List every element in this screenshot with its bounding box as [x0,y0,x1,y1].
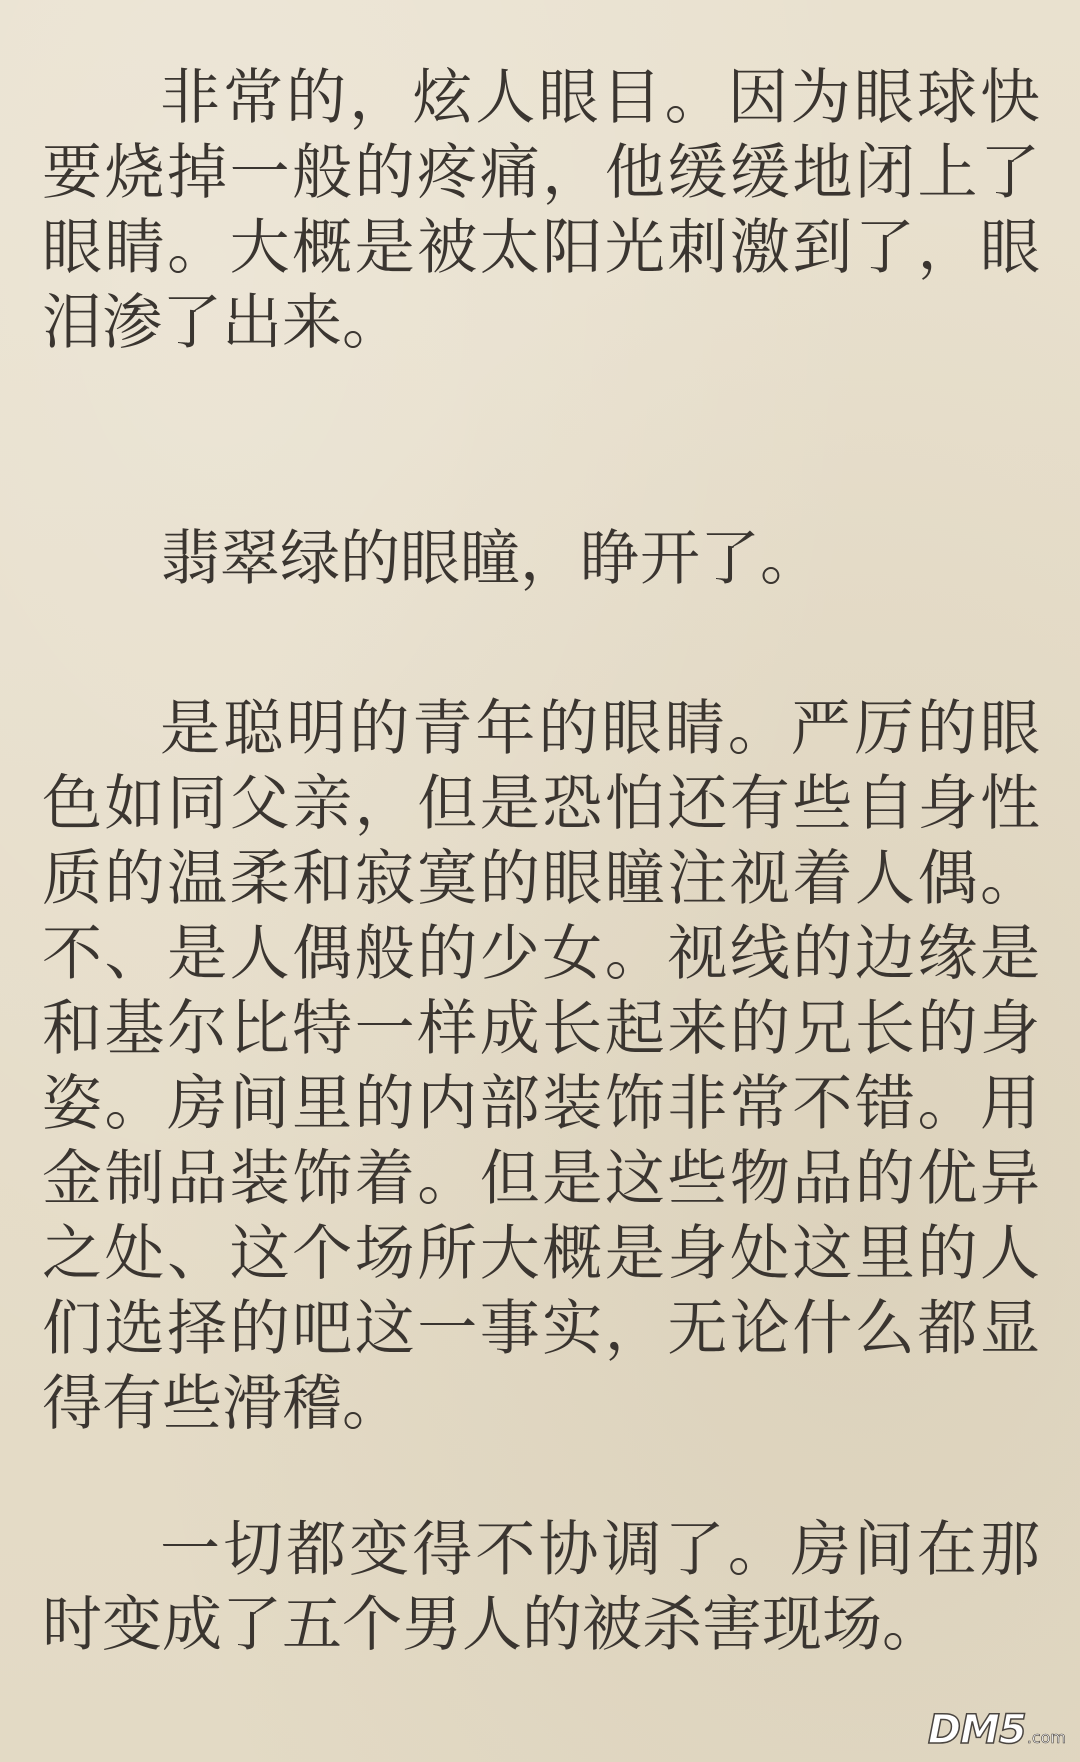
watermark-suffix: .com [1026,1728,1066,1747]
paragraph-4: 一切都变得不协调了。房间在那时变成了五个男人的被杀害现场。 [42,1515,1040,1660]
site-watermark-logo [916,1702,1066,1753]
paragraph-2: 翡翠绿的眼瞳，睁开了。 [160,524,820,594]
paragraph-1: 非常的，炫人眼目。因为眼球快要烧掉一般的疼痛，他缓缓地闭上了眼睛。大概是被太阳光刺激到了，眼泪渗了出来。 [42,63,1040,358]
paragraph-3: 是聪明的青年的眼睛。严厉的眼色如同父亲，但是恐怕还有些自身性质的温柔和寂寞的眼瞳注视着人偶。不、是人偶般的少女。视线的边缘是和基尔比特一样成长起来的兄长的身姿。房间里的内部装饰非常不错。用金制品装饰着。但是这些物品的优异之处、这个场所大概是身处这里的人们选择的吧这一事实，无论什么都显得有些滑稽。 [42,694,1040,1439]
watermark-logo-text: DM5 [927,1707,1026,1753]
